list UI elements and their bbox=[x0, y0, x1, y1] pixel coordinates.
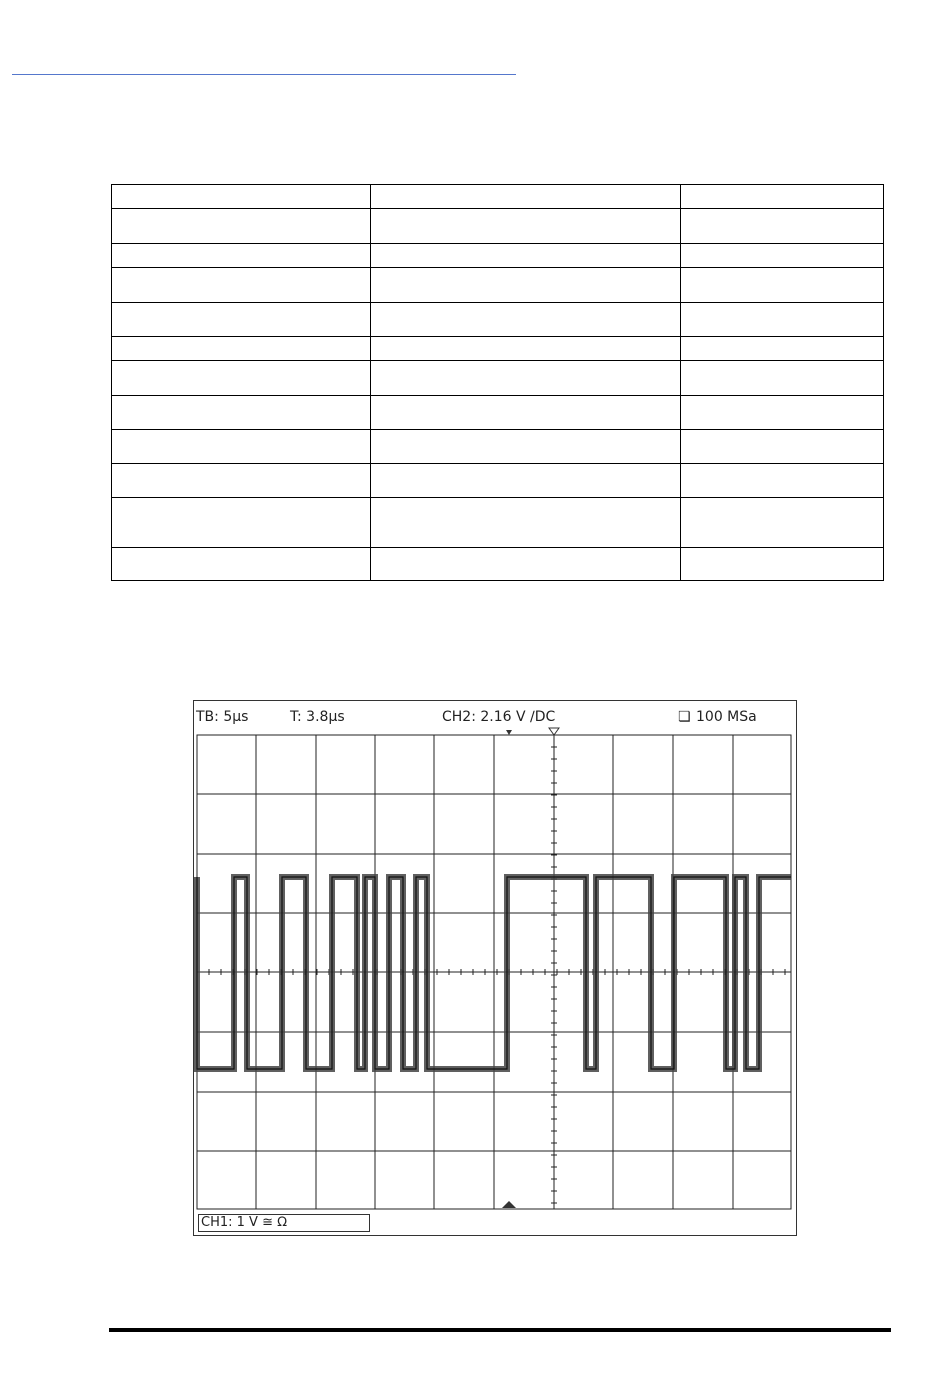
stack-icon: ❏ bbox=[678, 709, 691, 725]
table-cell bbox=[681, 303, 883, 336]
table-cell bbox=[371, 396, 681, 429]
table-row bbox=[112, 361, 883, 396]
table-cell bbox=[681, 396, 883, 429]
table-cell bbox=[112, 361, 371, 395]
table-cell bbox=[371, 337, 681, 360]
table-row bbox=[112, 303, 883, 337]
table-row bbox=[112, 244, 883, 268]
table-cell bbox=[112, 396, 371, 429]
table-cell bbox=[112, 548, 371, 580]
table-cell bbox=[112, 498, 371, 547]
table-cell bbox=[681, 244, 883, 267]
table-row bbox=[112, 396, 883, 430]
table-cell bbox=[371, 430, 681, 463]
table-row bbox=[112, 337, 883, 361]
table-cell bbox=[681, 337, 883, 360]
table-row bbox=[112, 464, 883, 498]
table-cell bbox=[371, 185, 681, 208]
ch2-label: CH2: 2.16 V ∕DC bbox=[442, 709, 556, 725]
table-row bbox=[112, 185, 883, 209]
table-cell bbox=[681, 464, 883, 497]
table-cell bbox=[681, 268, 883, 302]
table-cell bbox=[371, 498, 681, 547]
table-cell bbox=[371, 303, 681, 336]
table-cell bbox=[112, 209, 371, 243]
table-cell bbox=[112, 268, 371, 302]
table-cell bbox=[371, 548, 681, 580]
trigger-position-marker bbox=[502, 1201, 516, 1208]
table-row bbox=[112, 209, 883, 244]
trigger-time-label: T: 3.8µs bbox=[290, 709, 345, 725]
table-cell bbox=[112, 337, 371, 360]
table-cell bbox=[371, 209, 681, 243]
table-row bbox=[112, 548, 883, 580]
data-table bbox=[111, 184, 884, 581]
oscilloscope-screenshot bbox=[193, 700, 797, 1236]
table-cell bbox=[112, 303, 371, 336]
table-cell bbox=[371, 464, 681, 497]
table-cell bbox=[371, 244, 681, 267]
table-cell bbox=[371, 361, 681, 395]
table-cell bbox=[681, 209, 883, 243]
footer-rule bbox=[109, 1328, 891, 1332]
table-cell bbox=[681, 498, 883, 547]
table-cell bbox=[371, 268, 681, 302]
table-cell bbox=[112, 430, 371, 463]
sample-rate-label: 100 MSa bbox=[696, 709, 757, 725]
table-cell bbox=[681, 430, 883, 463]
table-row bbox=[112, 268, 883, 303]
table-cell bbox=[112, 464, 371, 497]
table-cell bbox=[112, 244, 371, 267]
scope-display bbox=[194, 701, 798, 1237]
header-rule bbox=[12, 74, 516, 75]
table-row bbox=[112, 430, 883, 464]
table-cell bbox=[681, 548, 883, 580]
trigger-level-marker bbox=[549, 728, 559, 735]
ch1-label: CH1: 1 V ≅ Ω bbox=[198, 1214, 370, 1232]
table-cell bbox=[112, 185, 371, 208]
trigger-time-marker bbox=[506, 730, 512, 735]
table-row bbox=[112, 498, 883, 548]
table-cell bbox=[681, 361, 883, 395]
timebase-label: TB: 5µs bbox=[196, 709, 249, 725]
table-cell bbox=[681, 185, 883, 208]
